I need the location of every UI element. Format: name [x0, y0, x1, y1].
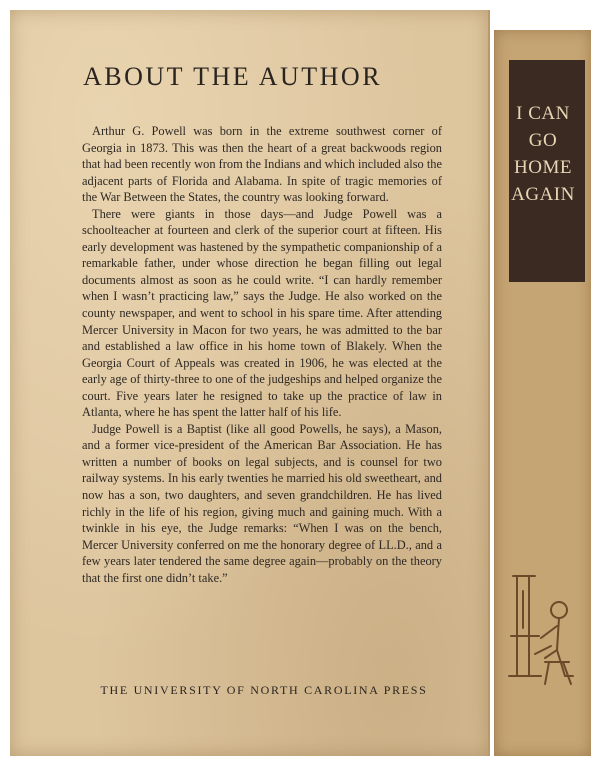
- spine-title-line: I CAN: [516, 103, 570, 124]
- page-title: ABOUT THE AUTHOR: [83, 62, 383, 91]
- spine-title-line: GO: [528, 130, 558, 151]
- bio-paragraph: There were giants in those days—and Judge Powell was a schoolteacher at fourteen and clerk of the superior court at fifteen. His early development was hastened by the sympathetic companionship of a remarkable father, under whose direction he began filling out legal documents almost as soon as he could write. “I can hardly remember when I wasn’t practicing law,” says the Judge. He also worked on the county newspaper, and went to school in his spare time. After attending Mercer University in Macon for two years, he was admitted to the bar and established a law office in his home town of Blakely. When the Georgia Court of Appeals was created in 1906, he was elected at the early age of thirty-three to one of the judgeships and helped organize the court. Five years later he resigned to take up the practice of law in Atlanta, where he has spent the latter half of his life.: [82, 206, 442, 420]
- publisher-imprint: THE UNIVERSITY OF NORTH CAROLINA PRESS: [100, 683, 428, 697]
- spine-title: [495, 100, 591, 208]
- book-spine: [494, 30, 591, 756]
- bio-paragraph: Judge Powell is a Baptist (like all good Powells, he says), a Mason, and a former vice-president of the American Bar Association. He has written a number of books on legal subjects, and is counsel for two railway systems. In his early twenties he married his old sweetheart, and now has a son, two daughters, and seven grandchildren. He has lived richly in the life of his region, giving much and gaining much. With a twinkle in his eye, the Judge remarks: “When I was on the bench, Mercer University conferred on me the honorary degree of LL.D., and a few years later tendered the same degree again—probably on the theory that the first one didn’t take.”: [82, 421, 442, 585]
- bio-paragraph: Arthur G. Powell was born in the extreme southwest corner of Georgia in 1873. This was then the heart of a great backwoods region that had been recently won from the Indians and which included also the adjacent parts of Florida and Alabama. In spite of tragic memories of the War Between the States, the country was looking forward.: [82, 124, 442, 205]
- spine-title-line: AGAIN: [511, 184, 575, 205]
- author-biography: [82, 123, 442, 586]
- spine-title-line: HOME: [514, 157, 572, 178]
- man-at-printing-press-icon: [505, 566, 583, 696]
